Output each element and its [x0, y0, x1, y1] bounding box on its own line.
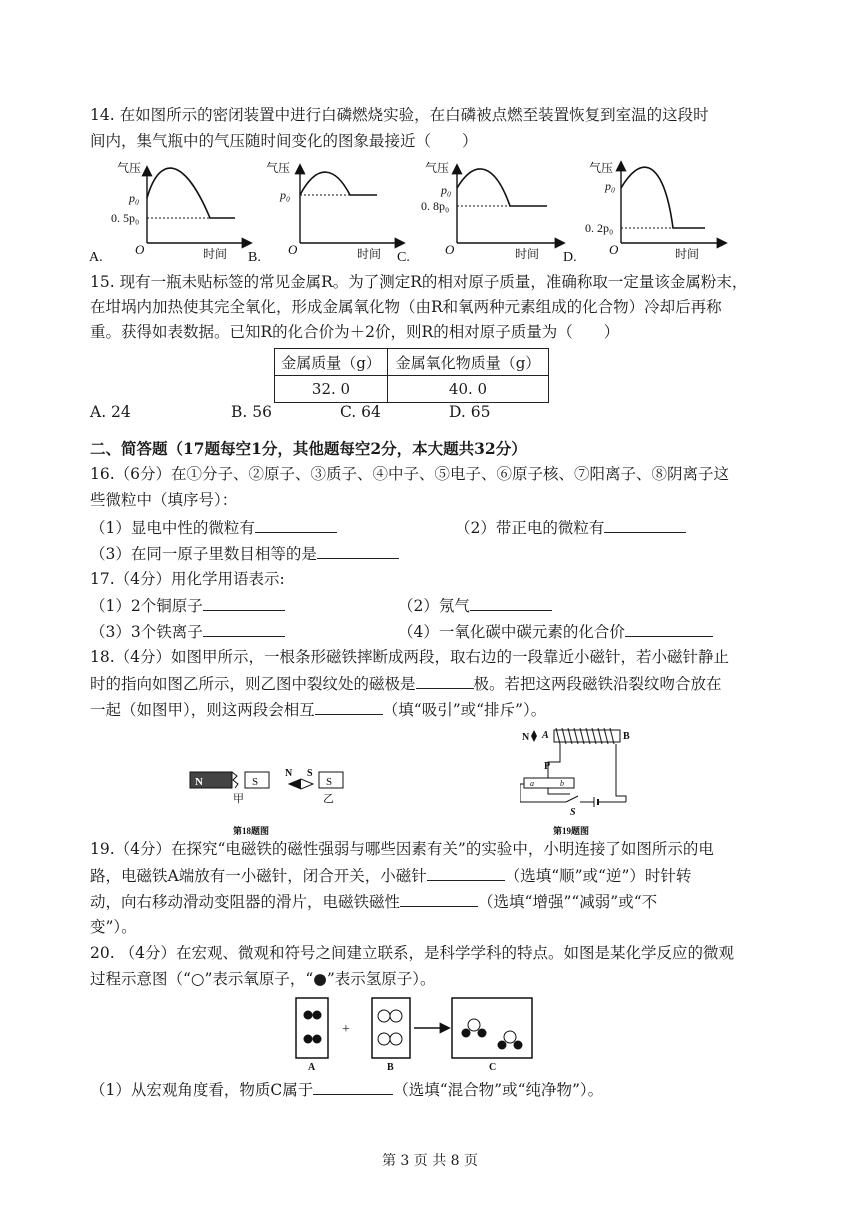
- q20-part1b-text: （选填“混合物”或“纯净物”）。: [393, 1081, 604, 1099]
- q19-line3: [90, 890, 657, 913]
- q20-line1: 20. （4分）在宏观、微观和符号之间建立联系，是科学学科的特点。如图是某化学反应的微观: [90, 944, 734, 962]
- p0-d: p₀: [605, 179, 616, 193]
- xlabel-a: 时间: [203, 247, 228, 261]
- figure-20-reaction: [290, 995, 540, 1075]
- option-a-label: A.: [89, 250, 103, 265]
- q15-option-b: B. 56: [231, 403, 272, 421]
- option-c-label: C.: [397, 250, 410, 265]
- q19-line2: [90, 864, 691, 887]
- graph-b: [248, 160, 403, 265]
- table-header-oxide: 金属氧化物质量（g）: [388, 349, 549, 376]
- end-label-d: 0. 2p₀: [585, 221, 614, 235]
- q19-line3b-text: （选填“增强”“减弱”或“不: [478, 893, 658, 911]
- q20-part1: [90, 1078, 603, 1101]
- answer-blank[interactable]: [255, 516, 337, 533]
- answer-blank[interactable]: [470, 594, 552, 611]
- origin-c: O: [445, 242, 455, 257]
- box-a: [296, 998, 328, 1058]
- q15-line2: 在坩埚内加热使其完全氧化，形成金属氧化物（由R和氧两种元素组成的化合物）冷却后再称: [90, 298, 722, 316]
- ylabel-a: 气压: [117, 161, 142, 175]
- q14-line1: 14. 在如图所示的密闭装置中进行白磷燃烧实验，在白磷被点燃至装置恢复到室温的这段时: [90, 106, 709, 124]
- box-b: [372, 998, 410, 1058]
- q17-part2: [398, 594, 552, 617]
- end-label-a: 0. 5p₀: [111, 211, 140, 225]
- q17-part3: [90, 620, 285, 643]
- q17-part4-text: （4）一氧化碳中碳元素的化合价: [398, 623, 625, 641]
- fig19-small-b: b: [560, 779, 564, 788]
- q17-title: 17.（4分）用化学用语表示:: [90, 570, 285, 588]
- box-a-label: A: [308, 1062, 316, 1073]
- answer-blank[interactable]: [625, 620, 713, 637]
- table-value-oxide: 40. 0: [388, 376, 549, 403]
- answer-blank[interactable]: [427, 864, 505, 881]
- q16-part3-text: （3）在同一原子里数目相等的是: [90, 545, 317, 563]
- fig19-p: P: [544, 761, 551, 772]
- xlabel-b: 时间: [357, 247, 382, 261]
- q18-line1: 18.（4分）如图甲所示，一根条形磁铁摔断成两段，取右边的一段靠近小磁针，若小磁针静止: [90, 648, 730, 666]
- q15-option-d: D. 65: [449, 403, 491, 421]
- answer-blank[interactable]: [400, 890, 478, 907]
- answer-blank[interactable]: [203, 594, 285, 611]
- q14-line2: 间内，集气瓶中的气压随时间变化的图象最接近（ ）: [90, 132, 478, 150]
- q19-line1: 19.（4分）在探究“电磁铁的磁性强弱与哪些因素有关”的实验中，小明连接了如图所示的电: [90, 840, 714, 858]
- q16-part2-text: （2）带正电的微粒有: [455, 519, 605, 537]
- fig19-caption: 第19题图: [553, 826, 590, 836]
- option-d-label: D.: [563, 250, 577, 265]
- q15-option-a: A. 24: [90, 403, 131, 421]
- fig19-small-a: a: [530, 779, 534, 788]
- q16-part2: [455, 516, 686, 539]
- answer-blank[interactable]: [203, 620, 285, 637]
- label-yi: 乙: [323, 793, 334, 805]
- q19-line3a-text: 动，向右移动滑动变阻器的滑片，电磁铁磁性: [90, 893, 401, 911]
- fig19-n: N: [522, 732, 530, 743]
- figure-19: [520, 722, 660, 842]
- q17-part2-text: （2）氖气: [398, 597, 470, 615]
- box-c-label: C: [489, 1062, 497, 1073]
- p0-c: p₀: [441, 183, 452, 197]
- q18-line3b-text: （填“吸引”或“排斥”）。: [382, 701, 547, 719]
- box-b-label: B: [387, 1062, 394, 1073]
- option-b-label: B.: [248, 250, 261, 265]
- end-label-c: 0. 8p₀: [421, 199, 450, 213]
- origin-a: O: [135, 242, 145, 257]
- q16-part1-text: （1）显电中性的微粒有: [90, 519, 255, 537]
- q16-line2: 些微粒中（填序号）：: [90, 491, 238, 509]
- q15-table: [274, 348, 549, 403]
- fig19-b: B: [623, 731, 630, 742]
- origin-d: O: [609, 242, 619, 257]
- ylabel-d: 气压: [589, 161, 614, 175]
- q18-line2b-text: 极。若把这两段磁铁沿裂纹吻合放在: [473, 675, 722, 693]
- q18-line2a-text: 时的指向如图乙所示，则乙图中裂纹处的磁极是: [90, 675, 416, 693]
- p0-a: p₀: [129, 191, 140, 205]
- q19-line2b-text: （选填“顺”或“逆”）时针转: [504, 867, 692, 885]
- q17-part1: [90, 594, 285, 617]
- figure-18: [185, 760, 385, 840]
- graph-c: [397, 160, 563, 265]
- answer-blank[interactable]: [315, 698, 383, 715]
- q16-part1: [90, 516, 337, 539]
- q15-option-c: C. 64: [340, 403, 381, 421]
- xlabel-c: 时间: [515, 247, 540, 261]
- answer-blank[interactable]: [604, 516, 686, 533]
- needle-n-label: N: [285, 768, 293, 779]
- graph-d: [563, 160, 725, 265]
- answer-blank[interactable]: [416, 672, 474, 689]
- answer-blank[interactable]: [313, 1078, 393, 1095]
- ylabel-c: 气压: [425, 161, 450, 175]
- fig19-a: A: [542, 730, 549, 741]
- needle-s-label: S: [307, 768, 313, 779]
- section-heading: 二、简答题（17题每空1分，其他题每空2分，本大题共32分）: [90, 439, 527, 458]
- fig19-s: S: [570, 807, 576, 818]
- q18-line2: [90, 672, 722, 695]
- q18-line3: [90, 698, 546, 721]
- label-jia: 甲: [233, 793, 244, 805]
- fig18-caption: 第18题图: [233, 826, 270, 836]
- q17-part4: [398, 620, 713, 643]
- magnet-n-label: N: [195, 776, 203, 788]
- q20-line2: 过程示意图（“○”表示氧原子，“●”表示氢原子）。: [90, 970, 436, 988]
- q19-line4: 变”）。: [90, 918, 137, 936]
- magnet-piece-s-label: S: [326, 776, 333, 788]
- q14-pressure-graphs: [85, 158, 805, 268]
- answer-blank[interactable]: [317, 542, 399, 559]
- xlabel-d: 时间: [675, 247, 700, 261]
- table-value-metal: 32. 0: [275, 376, 388, 403]
- q15-line1: 15. 现有一瓶未贴标签的常见金属R。为了测定R的相对原子质量，准确称取一定量该金属粉末，: [90, 273, 748, 291]
- q17-part1-text: （1）2个铜原子: [90, 597, 203, 615]
- magnet-s-label: S: [252, 776, 259, 788]
- q20-part1a-text: （1）从宏观角度看，物质C属于: [90, 1081, 314, 1099]
- page-footer: 第 3 页 共 8 页: [381, 1153, 479, 1169]
- q19-line2a-text: 路，电磁铁A端放有一小磁针，闭合开关，小磁针: [90, 867, 427, 885]
- graph-a: [89, 160, 250, 265]
- ylabel-b: 气压: [266, 161, 291, 175]
- q15-line3: 重。获得如表数据。已知R的化合价为＋2价，则R的相对原子质量为（ ）: [90, 323, 620, 341]
- q16-part3: [90, 542, 399, 565]
- table-header-metal: 金属质量（g）: [275, 349, 388, 376]
- q17-part3-text: （3）3个铁离子: [90, 623, 203, 641]
- q18-line3a-text: 一起（如图甲），则这两段会相互: [90, 701, 315, 719]
- origin-b: O: [288, 242, 298, 257]
- q16-line1: 16.（6分）在①分子、②原子、③质子、④中子、⑤电子、⑥原子核、⑦阳离子、⑧阴离子这: [90, 465, 730, 483]
- p0-b: p₀: [280, 188, 291, 202]
- plus-sign: +: [342, 1022, 350, 1037]
